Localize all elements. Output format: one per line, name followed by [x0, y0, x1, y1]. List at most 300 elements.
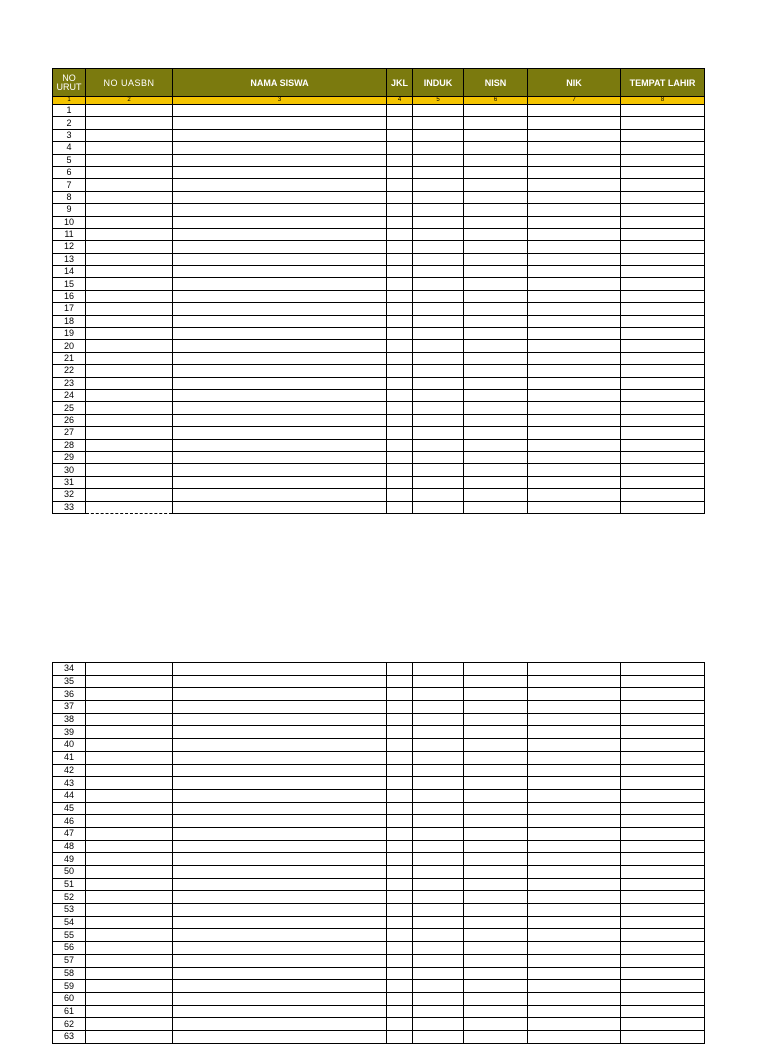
jkl-cell[interactable]	[387, 726, 413, 739]
nik-cell[interactable]	[528, 815, 621, 828]
no-uasbn-cell[interactable]	[86, 389, 173, 401]
induk-cell[interactable]	[413, 253, 464, 265]
jkl-cell[interactable]	[387, 777, 413, 790]
nisn-cell[interactable]	[464, 228, 528, 240]
no-uasbn-cell[interactable]	[86, 303, 173, 315]
no-uasbn-cell[interactable]	[86, 675, 173, 688]
no-uasbn-cell[interactable]	[86, 476, 173, 488]
induk-cell[interactable]	[413, 427, 464, 439]
jkl-cell[interactable]	[387, 764, 413, 777]
jkl-cell[interactable]	[387, 303, 413, 315]
jkl-cell[interactable]	[387, 1030, 413, 1043]
no-uasbn-cell[interactable]	[86, 1018, 173, 1031]
induk-cell[interactable]	[413, 303, 464, 315]
nisn-cell[interactable]	[464, 216, 528, 228]
no-uasbn-cell[interactable]	[86, 866, 173, 879]
jkl-cell[interactable]	[387, 501, 413, 513]
nisn-cell[interactable]	[464, 402, 528, 414]
nisn-cell[interactable]	[464, 1030, 528, 1043]
induk-cell[interactable]	[413, 241, 464, 253]
nik-cell[interactable]	[528, 241, 621, 253]
induk-cell[interactable]	[413, 1018, 464, 1031]
nik-cell[interactable]	[528, 853, 621, 866]
no-uasbn-cell[interactable]	[86, 352, 173, 364]
nama-siswa-cell[interactable]	[173, 789, 387, 802]
nik-cell[interactable]	[528, 840, 621, 853]
induk-cell[interactable]	[413, 501, 464, 513]
induk-cell[interactable]	[413, 1005, 464, 1018]
nisn-cell[interactable]	[464, 427, 528, 439]
nama-siswa-cell[interactable]	[173, 1030, 387, 1043]
induk-cell[interactable]	[413, 802, 464, 815]
no-uasbn-cell[interactable]	[86, 954, 173, 967]
nisn-cell[interactable]	[464, 476, 528, 488]
nisn-cell[interactable]	[464, 688, 528, 701]
nik-cell[interactable]	[528, 713, 621, 726]
tempat-lahir-cell[interactable]	[621, 142, 705, 154]
no-uasbn-cell[interactable]	[86, 904, 173, 917]
nisn-cell[interactable]	[464, 328, 528, 340]
tempat-lahir-cell[interactable]	[621, 1005, 705, 1018]
nisn-cell[interactable]	[464, 414, 528, 426]
jkl-cell[interactable]	[387, 365, 413, 377]
no-uasbn-cell[interactable]	[86, 789, 173, 802]
nisn-cell[interactable]	[464, 340, 528, 352]
nama-siswa-cell[interactable]	[173, 451, 387, 463]
nisn-cell[interactable]	[464, 853, 528, 866]
tempat-lahir-cell[interactable]	[621, 228, 705, 240]
nik-cell[interactable]	[528, 827, 621, 840]
tempat-lahir-cell[interactable]	[621, 789, 705, 802]
nik-cell[interactable]	[528, 303, 621, 315]
nisn-cell[interactable]	[464, 266, 528, 278]
tempat-lahir-cell[interactable]	[621, 764, 705, 777]
no-uasbn-cell[interactable]	[86, 328, 173, 340]
nisn-cell[interactable]	[464, 992, 528, 1005]
nik-cell[interactable]	[528, 688, 621, 701]
nama-siswa-cell[interactable]	[173, 179, 387, 191]
jkl-cell[interactable]	[387, 278, 413, 290]
nisn-cell[interactable]	[464, 303, 528, 315]
nama-siswa-cell[interactable]	[173, 439, 387, 451]
tempat-lahir-cell[interactable]	[621, 739, 705, 752]
jkl-cell[interactable]	[387, 464, 413, 476]
jkl-cell[interactable]	[387, 228, 413, 240]
nisn-cell[interactable]	[464, 439, 528, 451]
nisn-cell[interactable]	[464, 253, 528, 265]
tempat-lahir-cell[interactable]	[621, 942, 705, 955]
tempat-lahir-cell[interactable]	[621, 204, 705, 216]
induk-cell[interactable]	[413, 129, 464, 141]
induk-cell[interactable]	[413, 451, 464, 463]
jkl-cell[interactable]	[387, 241, 413, 253]
nama-siswa-cell[interactable]	[173, 228, 387, 240]
nisn-cell[interactable]	[464, 954, 528, 967]
tempat-lahir-cell[interactable]	[621, 278, 705, 290]
jkl-cell[interactable]	[387, 154, 413, 166]
nisn-cell[interactable]	[464, 278, 528, 290]
induk-cell[interactable]	[413, 929, 464, 942]
tempat-lahir-cell[interactable]	[621, 777, 705, 790]
nik-cell[interactable]	[528, 166, 621, 178]
induk-cell[interactable]	[413, 154, 464, 166]
induk-cell[interactable]	[413, 340, 464, 352]
nama-siswa-cell[interactable]	[173, 266, 387, 278]
induk-cell[interactable]	[413, 315, 464, 327]
no-uasbn-cell[interactable]	[86, 891, 173, 904]
jkl-cell[interactable]	[387, 117, 413, 129]
nik-cell[interactable]	[528, 290, 621, 302]
nik-cell[interactable]	[528, 439, 621, 451]
jkl-cell[interactable]	[387, 340, 413, 352]
no-uasbn-cell[interactable]	[86, 414, 173, 426]
jkl-cell[interactable]	[387, 439, 413, 451]
induk-cell[interactable]	[413, 377, 464, 389]
jkl-cell[interactable]	[387, 1005, 413, 1018]
nik-cell[interactable]	[528, 154, 621, 166]
induk-cell[interactable]	[413, 476, 464, 488]
induk-cell[interactable]	[413, 228, 464, 240]
jkl-cell[interactable]	[387, 290, 413, 302]
tempat-lahir-cell[interactable]	[621, 878, 705, 891]
induk-cell[interactable]	[413, 853, 464, 866]
tempat-lahir-cell[interactable]	[621, 980, 705, 993]
nik-cell[interactable]	[528, 967, 621, 980]
jkl-cell[interactable]	[387, 967, 413, 980]
nama-siswa-cell[interactable]	[173, 701, 387, 714]
induk-cell[interactable]	[413, 777, 464, 790]
nik-cell[interactable]	[528, 253, 621, 265]
tempat-lahir-cell[interactable]	[621, 340, 705, 352]
jkl-cell[interactable]	[387, 954, 413, 967]
tempat-lahir-cell[interactable]	[621, 253, 705, 265]
jkl-cell[interactable]	[387, 315, 413, 327]
no-uasbn-cell[interactable]	[86, 916, 173, 929]
induk-cell[interactable]	[413, 266, 464, 278]
induk-cell[interactable]	[413, 663, 464, 676]
tempat-lahir-cell[interactable]	[621, 916, 705, 929]
tempat-lahir-cell[interactable]	[621, 129, 705, 141]
induk-cell[interactable]	[413, 1030, 464, 1043]
nama-siswa-cell[interactable]	[173, 253, 387, 265]
jkl-cell[interactable]	[387, 105, 413, 117]
nik-cell[interactable]	[528, 866, 621, 879]
nik-cell[interactable]	[528, 228, 621, 240]
induk-cell[interactable]	[413, 117, 464, 129]
no-uasbn-cell[interactable]	[86, 142, 173, 154]
nisn-cell[interactable]	[464, 377, 528, 389]
no-uasbn-cell[interactable]	[86, 179, 173, 191]
jkl-cell[interactable]	[387, 204, 413, 216]
nisn-cell[interactable]	[464, 967, 528, 980]
nisn-cell[interactable]	[464, 904, 528, 917]
nisn-cell[interactable]	[464, 1005, 528, 1018]
jkl-cell[interactable]	[387, 688, 413, 701]
nisn-cell[interactable]	[464, 891, 528, 904]
nik-cell[interactable]	[528, 942, 621, 955]
induk-cell[interactable]	[413, 166, 464, 178]
no-uasbn-cell[interactable]	[86, 427, 173, 439]
nik-cell[interactable]	[528, 278, 621, 290]
jkl-cell[interactable]	[387, 166, 413, 178]
nisn-cell[interactable]	[464, 663, 528, 676]
nik-cell[interactable]	[528, 377, 621, 389]
tempat-lahir-cell[interactable]	[621, 216, 705, 228]
tempat-lahir-cell[interactable]	[621, 117, 705, 129]
nik-cell[interactable]	[528, 105, 621, 117]
induk-cell[interactable]	[413, 278, 464, 290]
tempat-lahir-cell[interactable]	[621, 954, 705, 967]
nik-cell[interactable]	[528, 427, 621, 439]
nisn-cell[interactable]	[464, 489, 528, 501]
nik-cell[interactable]	[528, 764, 621, 777]
nama-siswa-cell[interactable]	[173, 853, 387, 866]
nama-siswa-cell[interactable]	[173, 802, 387, 815]
nisn-cell[interactable]	[464, 827, 528, 840]
jkl-cell[interactable]	[387, 377, 413, 389]
induk-cell[interactable]	[413, 726, 464, 739]
tempat-lahir-cell[interactable]	[621, 701, 705, 714]
no-uasbn-cell[interactable]	[86, 751, 173, 764]
nisn-cell[interactable]	[464, 929, 528, 942]
nama-siswa-cell[interactable]	[173, 942, 387, 955]
tempat-lahir-cell[interactable]	[621, 802, 705, 815]
induk-cell[interactable]	[413, 365, 464, 377]
nisn-cell[interactable]	[464, 464, 528, 476]
nama-siswa-cell[interactable]	[173, 154, 387, 166]
nik-cell[interactable]	[528, 414, 621, 426]
no-uasbn-cell[interactable]	[86, 451, 173, 463]
tempat-lahir-cell[interactable]	[621, 751, 705, 764]
tempat-lahir-cell[interactable]	[621, 166, 705, 178]
jkl-cell[interactable]	[387, 866, 413, 879]
nama-siswa-cell[interactable]	[173, 739, 387, 752]
no-uasbn-cell[interactable]	[86, 929, 173, 942]
induk-cell[interactable]	[413, 179, 464, 191]
tempat-lahir-cell[interactable]	[621, 663, 705, 676]
tempat-lahir-cell[interactable]	[621, 352, 705, 364]
no-uasbn-cell[interactable]	[86, 764, 173, 777]
tempat-lahir-cell[interactable]	[621, 105, 705, 117]
induk-cell[interactable]	[413, 191, 464, 203]
induk-cell[interactable]	[413, 352, 464, 364]
nisn-cell[interactable]	[464, 241, 528, 253]
nisn-cell[interactable]	[464, 142, 528, 154]
jkl-cell[interactable]	[387, 216, 413, 228]
nama-siswa-cell[interactable]	[173, 840, 387, 853]
jkl-cell[interactable]	[387, 389, 413, 401]
tempat-lahir-cell[interactable]	[621, 476, 705, 488]
tempat-lahir-cell[interactable]	[621, 1030, 705, 1043]
nik-cell[interactable]	[528, 501, 621, 513]
nama-siswa-cell[interactable]	[173, 501, 387, 513]
nik-cell[interactable]	[528, 675, 621, 688]
nik-cell[interactable]	[528, 402, 621, 414]
nik-cell[interactable]	[528, 726, 621, 739]
nama-siswa-cell[interactable]	[173, 352, 387, 364]
tempat-lahir-cell[interactable]	[621, 967, 705, 980]
tempat-lahir-cell[interactable]	[621, 815, 705, 828]
tempat-lahir-cell[interactable]	[621, 154, 705, 166]
nisn-cell[interactable]	[464, 726, 528, 739]
jkl-cell[interactable]	[387, 802, 413, 815]
induk-cell[interactable]	[413, 464, 464, 476]
tempat-lahir-cell[interactable]	[621, 866, 705, 879]
jkl-cell[interactable]	[387, 751, 413, 764]
no-uasbn-cell[interactable]	[86, 777, 173, 790]
jkl-cell[interactable]	[387, 815, 413, 828]
induk-cell[interactable]	[413, 290, 464, 302]
jkl-cell[interactable]	[387, 476, 413, 488]
jkl-cell[interactable]	[387, 489, 413, 501]
nisn-cell[interactable]	[464, 179, 528, 191]
jkl-cell[interactable]	[387, 129, 413, 141]
nik-cell[interactable]	[528, 315, 621, 327]
jkl-cell[interactable]	[387, 191, 413, 203]
jkl-cell[interactable]	[387, 266, 413, 278]
no-uasbn-cell[interactable]	[86, 204, 173, 216]
tempat-lahir-cell[interactable]	[621, 451, 705, 463]
nama-siswa-cell[interactable]	[173, 891, 387, 904]
tempat-lahir-cell[interactable]	[621, 191, 705, 203]
nik-cell[interactable]	[528, 878, 621, 891]
no-uasbn-cell[interactable]	[86, 315, 173, 327]
nik-cell[interactable]	[528, 476, 621, 488]
nik-cell[interactable]	[528, 1005, 621, 1018]
induk-cell[interactable]	[413, 916, 464, 929]
induk-cell[interactable]	[413, 439, 464, 451]
nisn-cell[interactable]	[464, 352, 528, 364]
no-uasbn-cell[interactable]	[86, 713, 173, 726]
nama-siswa-cell[interactable]	[173, 340, 387, 352]
jkl-cell[interactable]	[387, 253, 413, 265]
no-uasbn-cell[interactable]	[86, 154, 173, 166]
nama-siswa-cell[interactable]	[173, 129, 387, 141]
tempat-lahir-cell[interactable]	[621, 365, 705, 377]
nisn-cell[interactable]	[464, 501, 528, 513]
nisn-cell[interactable]	[464, 866, 528, 879]
jkl-cell[interactable]	[387, 713, 413, 726]
jkl-cell[interactable]	[387, 352, 413, 364]
nama-siswa-cell[interactable]	[173, 726, 387, 739]
nama-siswa-cell[interactable]	[173, 663, 387, 676]
nama-siswa-cell[interactable]	[173, 427, 387, 439]
nik-cell[interactable]	[528, 904, 621, 917]
nisn-cell[interactable]	[464, 129, 528, 141]
induk-cell[interactable]	[413, 764, 464, 777]
no-uasbn-cell[interactable]	[86, 827, 173, 840]
nisn-cell[interactable]	[464, 878, 528, 891]
tempat-lahir-cell[interactable]	[621, 266, 705, 278]
nisn-cell[interactable]	[464, 675, 528, 688]
jkl-cell[interactable]	[387, 916, 413, 929]
nama-siswa-cell[interactable]	[173, 328, 387, 340]
nisn-cell[interactable]	[464, 105, 528, 117]
tempat-lahir-cell[interactable]	[621, 377, 705, 389]
nisn-cell[interactable]	[464, 701, 528, 714]
no-uasbn-cell[interactable]	[86, 216, 173, 228]
tempat-lahir-cell[interactable]	[621, 402, 705, 414]
nisn-cell[interactable]	[464, 764, 528, 777]
jkl-cell[interactable]	[387, 853, 413, 866]
tempat-lahir-cell[interactable]	[621, 464, 705, 476]
tempat-lahir-cell[interactable]	[621, 303, 705, 315]
no-uasbn-cell[interactable]	[86, 377, 173, 389]
no-uasbn-cell[interactable]	[86, 739, 173, 752]
no-uasbn-cell[interactable]	[86, 117, 173, 129]
nik-cell[interactable]	[528, 802, 621, 815]
tempat-lahir-cell[interactable]	[621, 427, 705, 439]
nisn-cell[interactable]	[464, 802, 528, 815]
jkl-cell[interactable]	[387, 929, 413, 942]
nik-cell[interactable]	[528, 1018, 621, 1031]
nisn-cell[interactable]	[464, 117, 528, 129]
nik-cell[interactable]	[528, 328, 621, 340]
nama-siswa-cell[interactable]	[173, 878, 387, 891]
nik-cell[interactable]	[528, 789, 621, 802]
induk-cell[interactable]	[413, 866, 464, 879]
nama-siswa-cell[interactable]	[173, 476, 387, 488]
nik-cell[interactable]	[528, 352, 621, 364]
induk-cell[interactable]	[413, 216, 464, 228]
induk-cell[interactable]	[413, 891, 464, 904]
nama-siswa-cell[interactable]	[173, 967, 387, 980]
nama-siswa-cell[interactable]	[173, 980, 387, 993]
no-uasbn-cell[interactable]	[86, 802, 173, 815]
jkl-cell[interactable]	[387, 891, 413, 904]
induk-cell[interactable]	[413, 402, 464, 414]
tempat-lahir-cell[interactable]	[621, 290, 705, 302]
tempat-lahir-cell[interactable]	[621, 675, 705, 688]
induk-cell[interactable]	[413, 204, 464, 216]
nisn-cell[interactable]	[464, 315, 528, 327]
nisn-cell[interactable]	[464, 204, 528, 216]
tempat-lahir-cell[interactable]	[621, 328, 705, 340]
tempat-lahir-cell[interactable]	[621, 929, 705, 942]
nama-siswa-cell[interactable]	[173, 414, 387, 426]
nisn-cell[interactable]	[464, 166, 528, 178]
jkl-cell[interactable]	[387, 980, 413, 993]
no-uasbn-cell[interactable]	[86, 967, 173, 980]
tempat-lahir-cell[interactable]	[621, 904, 705, 917]
tempat-lahir-cell[interactable]	[621, 439, 705, 451]
nik-cell[interactable]	[528, 929, 621, 942]
nama-siswa-cell[interactable]	[173, 142, 387, 154]
nama-siswa-cell[interactable]	[173, 954, 387, 967]
no-uasbn-cell[interactable]	[86, 992, 173, 1005]
jkl-cell[interactable]	[387, 827, 413, 840]
nik-cell[interactable]	[528, 389, 621, 401]
nik-cell[interactable]	[528, 777, 621, 790]
nama-siswa-cell[interactable]	[173, 278, 387, 290]
no-uasbn-cell[interactable]	[86, 815, 173, 828]
jkl-cell[interactable]	[387, 701, 413, 714]
induk-cell[interactable]	[413, 701, 464, 714]
no-uasbn-cell[interactable]	[86, 253, 173, 265]
tempat-lahir-cell[interactable]	[621, 179, 705, 191]
jkl-cell[interactable]	[387, 675, 413, 688]
induk-cell[interactable]	[413, 967, 464, 980]
induk-cell[interactable]	[413, 414, 464, 426]
jkl-cell[interactable]	[387, 142, 413, 154]
nama-siswa-cell[interactable]	[173, 713, 387, 726]
nama-siswa-cell[interactable]	[173, 904, 387, 917]
nik-cell[interactable]	[528, 216, 621, 228]
jkl-cell[interactable]	[387, 878, 413, 891]
nisn-cell[interactable]	[464, 980, 528, 993]
nisn-cell[interactable]	[464, 916, 528, 929]
nama-siswa-cell[interactable]	[173, 777, 387, 790]
